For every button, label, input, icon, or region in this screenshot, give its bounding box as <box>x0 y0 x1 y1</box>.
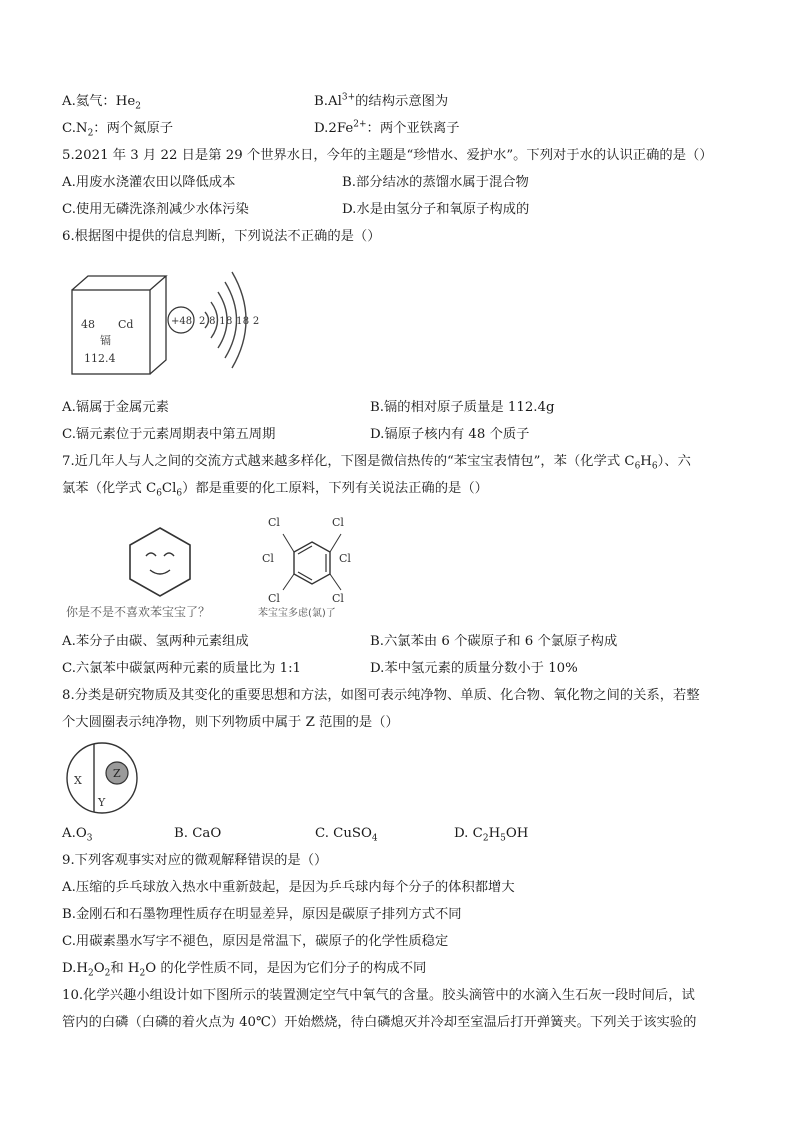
q7-option-d: D.苯中氢元素的质量分数小于 10% <box>370 661 578 676</box>
q9-option-c: C.用碳素墨水写字不褪色，原因是常温下，碳原子的化学性质稳定 <box>62 934 449 949</box>
nucleus-charge: +48 <box>171 316 193 327</box>
element-number: 48 <box>81 318 95 331</box>
svg-text:Cl: Cl <box>332 516 344 529</box>
q6-stem: 6.根据图中提供的信息判断，下列说法不正确的是（） <box>62 229 381 244</box>
q7-stem-line1: 7.近几年人与人之间的交流方式越来越多样化，下图是微信热传的“苯宝宝表情包”，苯（化学式 $C_6H_6$）、六 <box>62 454 691 472</box>
q9-option-a: A.压缩的乒乓球放入热水中重新鼓起，是因为乒乓球内每个分子的体积都增大 <box>62 880 515 895</box>
svg-text:Cl: Cl <box>339 552 351 565</box>
q9-option-d: $D.H_2O_2$和 $H_2O$ 的化学性质不同，是因为它们分子的构成不同 <box>62 961 427 979</box>
q6-option-c: C.镉元素位于元素周期表中第五周期 <box>62 427 276 442</box>
q4-option-c: $C.N_2$：两个氮原子 <box>62 121 174 139</box>
q8-option-c: C. CuSO$_4$ <box>315 826 378 844</box>
element-symbol: Cd <box>118 318 134 331</box>
classification-venn-figure <box>62 740 142 816</box>
q6-option-b: B.镉的相对原子质量是 112.4g <box>370 400 555 415</box>
q5-option-d: D.水是由氢分子和氧原子构成的 <box>342 202 530 217</box>
q10-stem-line1: 10.化学兴趣小组设计如下图所示的装置测定空气中氧气的含量。胶头滴管中的水滴入生石灰一段时间后，试 <box>62 988 695 1003</box>
hexachlorobenzene-structure <box>262 516 351 605</box>
q8-stem-line1: 8.分类是研究物质及其变化的重要思想和方法，如图可表示纯净物、单质、化合物、氧化物之间的关系，若整 <box>62 688 700 703</box>
svg-text:Cl: Cl <box>268 592 280 605</box>
q4-option-a: A.氦气：$He_2$ <box>62 94 141 112</box>
element-mass: 112.4 <box>84 352 116 365</box>
benzene-meme-figure <box>62 506 372 624</box>
q7-option-c: C.六氯苯中碳氯两种元素的质量比为 1:1 <box>62 661 302 676</box>
svg-text:Cl: Cl <box>262 552 274 565</box>
q8-option-a: $A.O_3$ <box>62 826 93 844</box>
q7-option-a: A.苯分子由碳、氢两种元素组成 <box>62 634 249 649</box>
q8-option-d: D. $C_2H_5OH$ <box>454 826 529 844</box>
svg-text:Cl: Cl <box>332 592 344 605</box>
q4-option-b: $B.Al^{3+}$的结构示意图为 <box>314 92 449 109</box>
cadmium-element-figure <box>62 258 262 386</box>
q10-stem-line2: 管内的白磷（白磷的着火点为 40℃）开始燃烧，待白磷熄灭并冷却至室温后打开弹簧夹。下列关于该实验的 <box>62 1015 697 1030</box>
q6-option-a: A.镉属于金属元素 <box>62 400 169 415</box>
q7-stem-line2: 氯苯（化学式 $C_6Cl_6$）都是重要的化工原料，下列有关说法正确的是（） <box>62 481 488 499</box>
meme-caption-left: 你是不是不喜欢苯宝宝了？ <box>66 605 211 619</box>
region-x-label: X <box>74 774 82 787</box>
q5-option-c: C.使用无磷洗涤剂减少水体污染 <box>62 202 249 217</box>
q7-option-b: B.六氯苯由 6 个碳原子和 6 个氯原子构成 <box>370 634 618 649</box>
q5-option-a: A.用废水浇灌农田以降低成本 <box>62 175 236 190</box>
q8-option-b: B. CaO <box>174 826 222 841</box>
q8-stem-line2: 个大圆圈表示纯净物，则下列物质中属于 Z 范围的是（） <box>62 715 399 730</box>
benzene-face-icon <box>130 528 190 596</box>
meme-caption-right: 苯宝宝多虑(氯)了 <box>258 608 336 619</box>
region-y-label: Y <box>98 796 106 809</box>
region-z-label: Z <box>113 767 121 780</box>
q6-option-d: D.镉原子核内有 48 个质子 <box>370 427 530 442</box>
svg-text:Cl: Cl <box>268 516 280 529</box>
element-name: 镉 <box>100 334 111 347</box>
q5-option-b: B.部分结冰的蒸馏水属于混合物 <box>342 175 529 190</box>
q9-stem: 9.下列客观事实对应的微观解释错误的是（） <box>62 853 328 868</box>
q4-option-d: $D.2Fe^{2+}$：两个亚铁离子 <box>314 119 460 136</box>
electron-shells: 2 8 18 18 2 <box>199 316 260 327</box>
q9-option-b: B.金刚石和石墨物理性质存在明显差异，原因是碳原子排列方式不同 <box>62 907 462 922</box>
q5-stem: 5.2021 年 3 月 22 日是第 29 个世界水日，今年的主题是“珍惜水、爱护水”。下列对于水的认识正确的是（） <box>62 148 713 163</box>
